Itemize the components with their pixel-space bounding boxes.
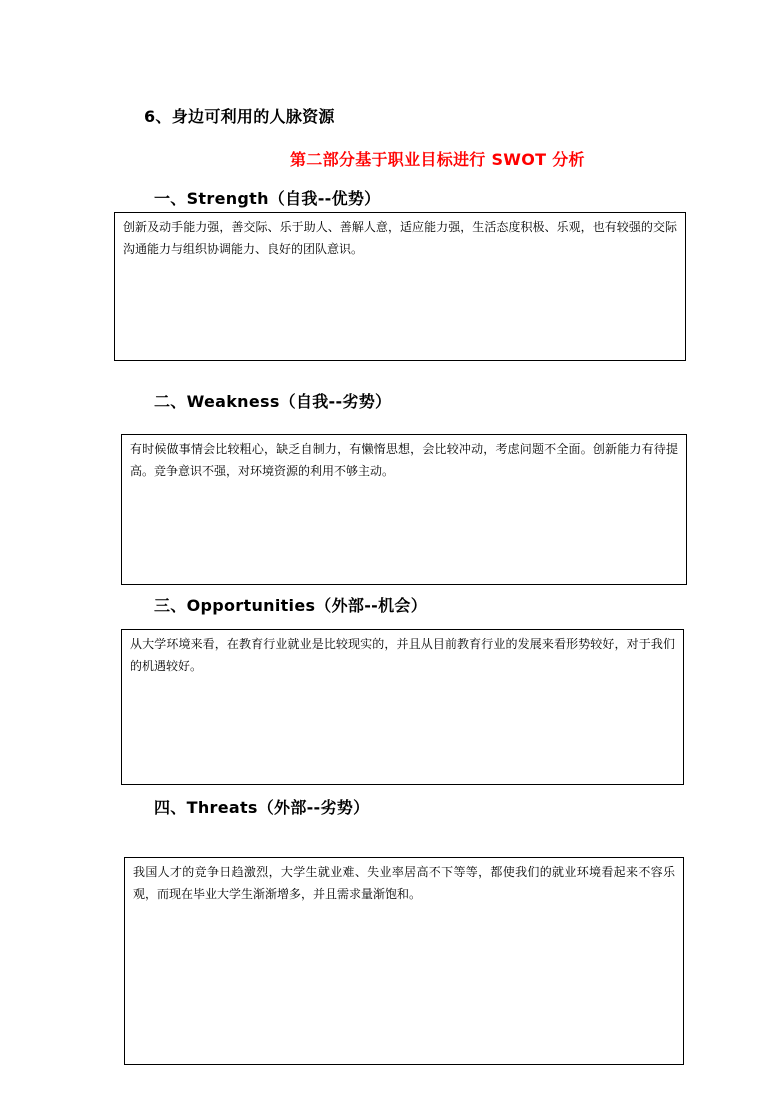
strength-box	[114, 212, 686, 361]
threats-text: 我国人才的竞争日趋激烈，大学生就业难、失业率居高不下等等，都使我们的就业环境看起来不容乐观，而现在毕业大学生渐渐增多，并且需求量渐饱和。	[133, 865, 675, 901]
opportunities-text: 从大学环境来看，在教育行业就业是比较现实的，并且从目前教育行业的发展来看形势较好，对于我们的机遇较好。	[130, 637, 675, 673]
part-two-title: 第二部分基于职业目标进行 SWOT 分析	[290, 150, 585, 169]
opportunities-heading: 三、Opportunities（外部--机会）	[154, 596, 427, 615]
section-6-heading: 6、身边可利用的人脉资源	[144, 107, 335, 126]
strength-heading: 一、Strength（自我--优势）	[154, 189, 381, 208]
strength-text: 创新及动手能力强，善交际、乐于助人、善解人意，适应能力强，生活态度积极、乐观，也有较强的交际沟通能力与组织协调能力、良好的团队意识。	[123, 220, 677, 256]
weakness-text: 有时候做事情会比较粗心，缺乏自制力，有懒惰思想，会比较冲动，考虑问题不全面。创新能力有待提高。竞争意识不强，对环境资源的利用不够主动。	[130, 442, 678, 478]
opportunities-box	[121, 629, 684, 785]
weakness-box	[121, 434, 687, 585]
threats-heading: 四、Threats（外部--劣势）	[154, 798, 370, 817]
weakness-heading: 二、Weakness（自我--劣势）	[154, 392, 392, 411]
threats-box	[124, 857, 684, 1065]
